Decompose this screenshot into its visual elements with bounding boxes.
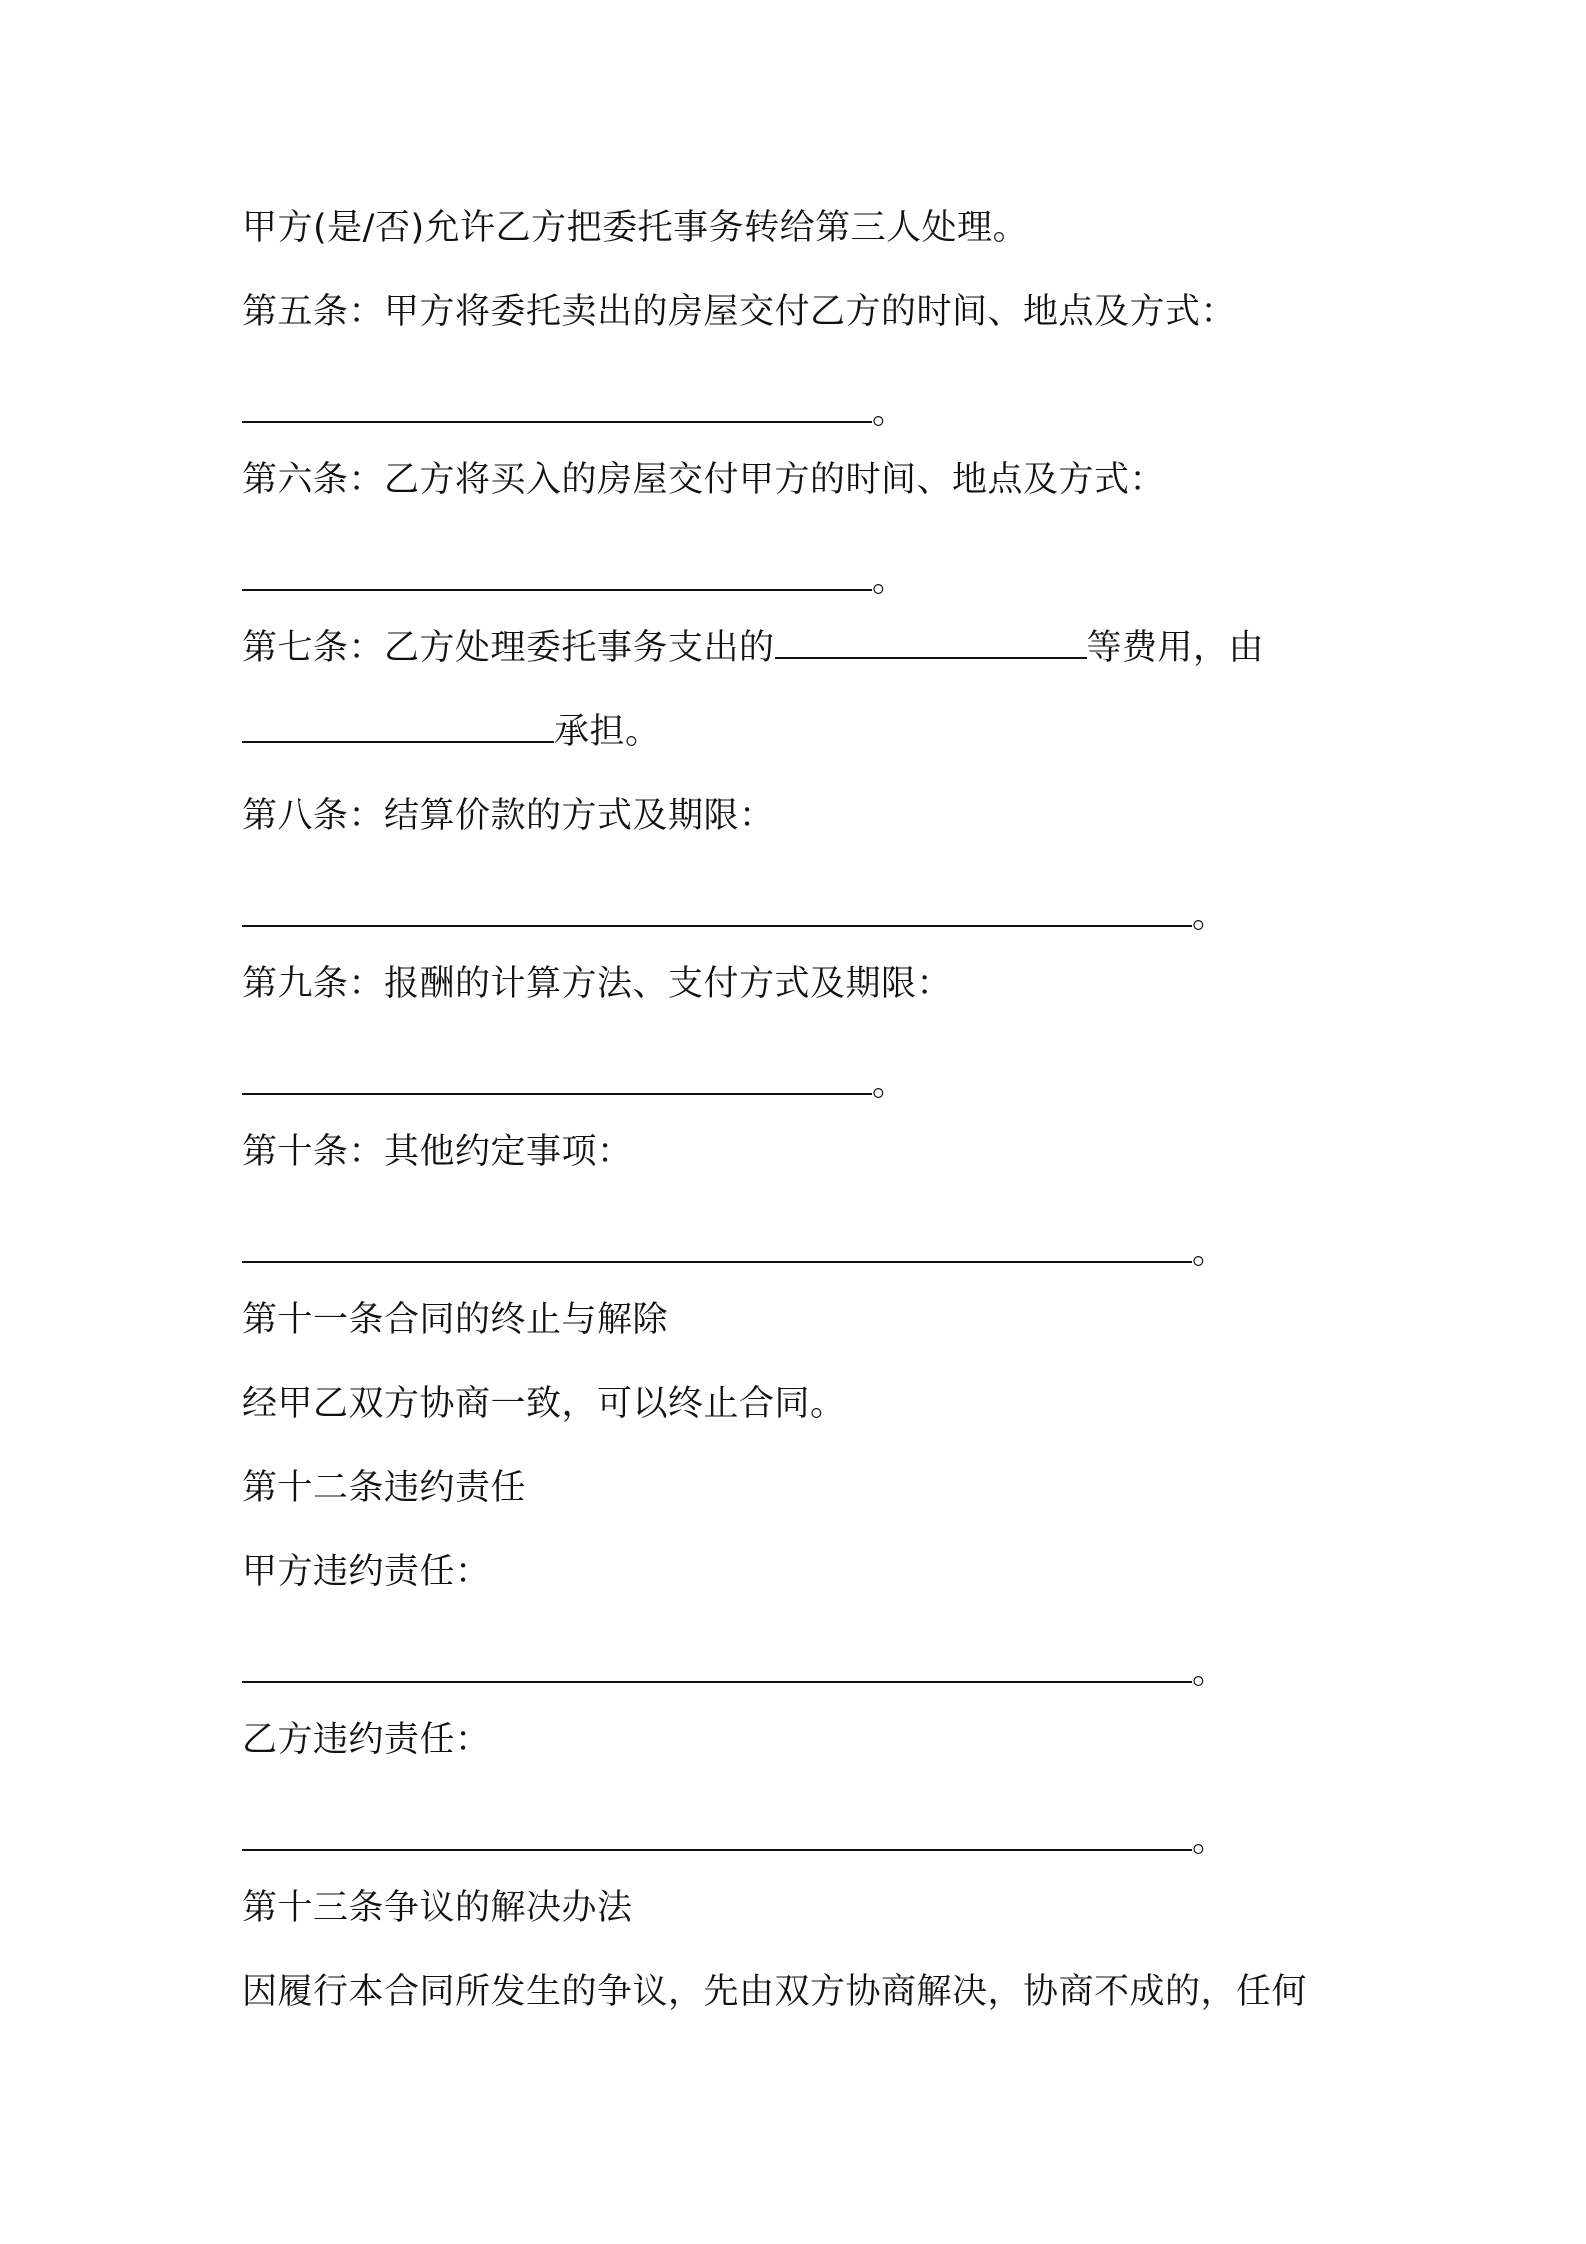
fill-in-blank xyxy=(242,1651,1192,1683)
text: 。 xyxy=(872,392,908,432)
clause-text xyxy=(242,1382,846,1426)
text: 甲方(是/否)允许乙方把委托事务转给第三人处理。 xyxy=(242,208,1029,248)
text: 第十三条争议的解决办法 xyxy=(242,1888,633,1928)
clause-heading-7 xyxy=(242,626,1264,670)
text: 第五条：甲方将委托卖出的房屋交付乙方的时间、地点及方式： xyxy=(242,292,1237,332)
fill-in-blank xyxy=(242,711,554,743)
fill-in-blank xyxy=(242,1231,1192,1263)
fill-in-blank xyxy=(242,1819,1192,1851)
text: 。 xyxy=(872,1064,908,1104)
blank-line xyxy=(242,558,908,602)
blank-line xyxy=(242,1818,1228,1862)
fill-in-blank xyxy=(242,895,1192,927)
blank-line xyxy=(242,1230,1228,1274)
text: 等费用，由 xyxy=(1086,628,1265,668)
clause-heading-12 xyxy=(242,1466,526,1510)
text: 第九条：报酬的计算方法、支付方式及期限： xyxy=(242,964,953,1004)
fill-in-blank xyxy=(242,391,872,423)
text: 。 xyxy=(872,560,908,600)
text: 。 xyxy=(1192,896,1228,936)
blank-line xyxy=(242,390,908,434)
clause-heading-5 xyxy=(242,290,1236,334)
fill-in-blank xyxy=(775,627,1087,659)
clause-heading-11 xyxy=(242,1298,668,1342)
text: 。 xyxy=(1192,1820,1228,1860)
text: 承担。 xyxy=(554,712,661,752)
text: 第十一条合同的终止与解除 xyxy=(242,1300,669,1340)
blank-line xyxy=(242,1062,908,1106)
text: 经甲乙双方协商一致，可以终止合同。 xyxy=(242,1384,846,1424)
clause-heading-13 xyxy=(242,1886,633,1930)
blank-line xyxy=(242,1650,1228,1694)
text: 第六条：乙方将买入的房屋交付甲方的时间、地点及方式： xyxy=(242,460,1166,500)
fill-in-blank xyxy=(242,1063,872,1095)
blank-line xyxy=(242,710,661,754)
text: 因履行本合同所发生的争议，先由双方协商解决，协商不成的，任何 xyxy=(242,1972,1308,2012)
text: 。 xyxy=(1192,1652,1228,1692)
clause-heading-10 xyxy=(242,1130,633,1174)
clause-text xyxy=(242,1718,491,1762)
text: 第八条：结算价款的方式及期限： xyxy=(242,796,775,836)
clause-text xyxy=(242,1970,1307,2014)
text: 第七条：乙方处理委托事务支出的 xyxy=(242,628,775,668)
blank-line xyxy=(242,894,1228,938)
text: 。 xyxy=(1192,1232,1228,1272)
text: 甲方违约责任： xyxy=(242,1552,491,1592)
fill-in-blank xyxy=(242,559,872,591)
clause-text xyxy=(242,206,1028,250)
clause-heading-8 xyxy=(242,794,775,838)
clause-heading-9 xyxy=(242,962,952,1006)
text: 第十二条违约责任 xyxy=(242,1468,527,1508)
text: 第十条：其他约定事项： xyxy=(242,1132,633,1172)
text: 乙方违约责任： xyxy=(242,1720,491,1760)
clause-heading-6 xyxy=(242,458,1165,502)
clause-text xyxy=(242,1550,491,1594)
